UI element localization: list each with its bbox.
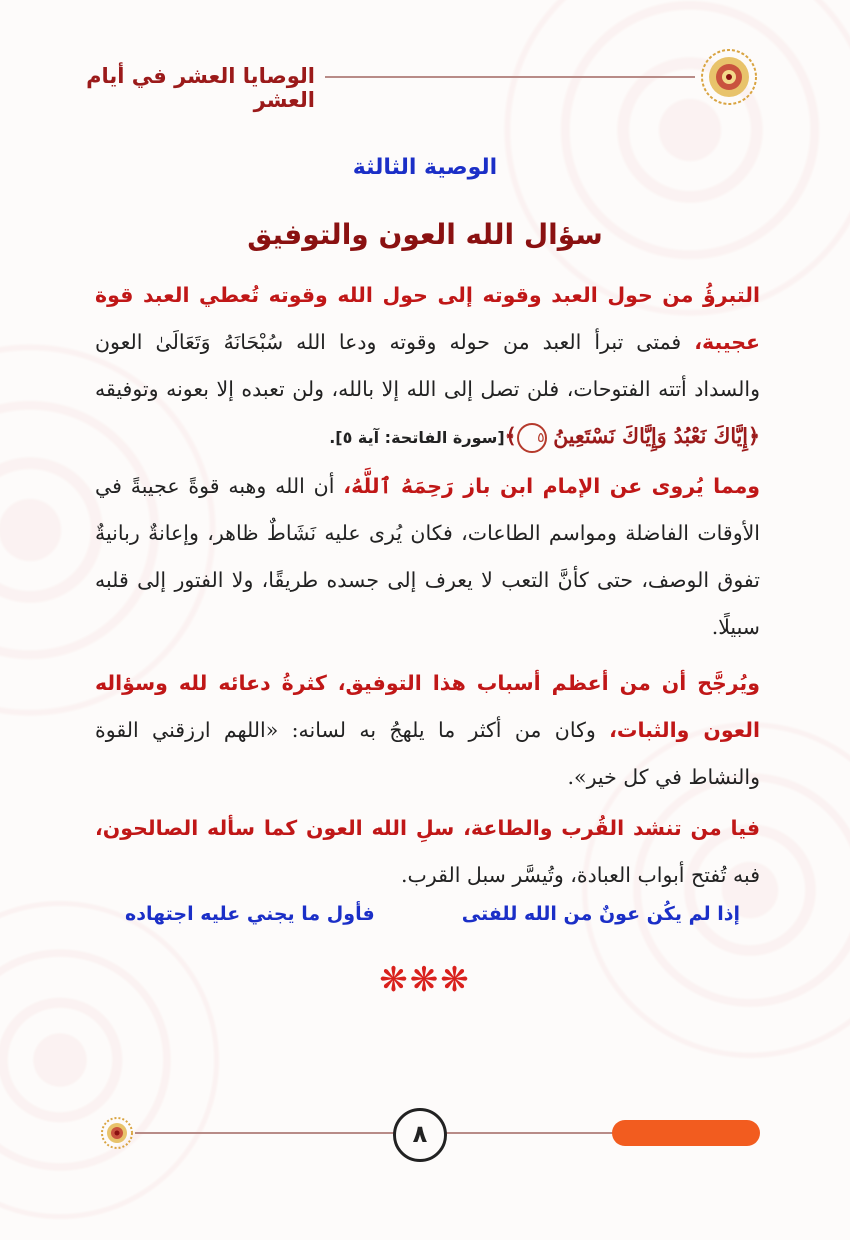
paragraph-lead: فيا من تنشد القُرب والطاعة، سلِ الله العون كما سأله الصالحون، [95,816,760,840]
footer-rule [135,1132,615,1134]
verse-first-hemistich: إذا لم يكُن عونٌ من الله للفتى [461,903,740,925]
paragraph-4 [95,805,760,899]
paragraph-lead: التبرؤُ من حول العبد وقوته إلى حول الله وقوته تُعطي العبد قوة عجيبة، [95,283,760,354]
running-header-title: الوصايا العشر في أيام العشر [86,64,315,112]
section-title: سؤال الله العون والتوفيق [247,218,603,251]
paragraph-body: فمتى تبرأ العبد من حوله وقوته ودعا الله سُبْحَانَهُ وَتَعَالَىٰ العون والسداد أتته الفتوحات، فلن تصل إلى الله إلا بالله، ولن تعبده إلا بعونه وتوفيقه [95,330,760,401]
quran-quote: ﴿إِيَّاكَ نَعْبُدُ وَإِيَّاكَ نَسْتَعِينُ [553,424,760,448]
ayah-number-badge: ٥ [517,423,547,453]
page-number: ٨ [393,1108,447,1162]
header-rule [325,76,695,78]
poetry-verse [100,903,750,943]
paragraph-lead: ومما يُروى عن الإمام ابن باز رَحِمَهُ ٱللَّهُ، [343,474,761,498]
header-medallion-icon [700,48,758,106]
paragraph-body: فبه تُفتح أبواب العبادة، وتُيسَّر سبل القرب. [400,863,760,887]
paragraph-lead: ويُرجَّح أن من أعظم أسباب هذا التوفيق، كثرةُ دعائه لله وسؤاله العون والثبات، [95,671,761,742]
verse-second-hemistich: فأول ما يجني عليه اجتهاده [125,903,375,925]
section-separator: ❋❋❋ [379,960,471,1000]
paragraph-body: أن الله وهبه قوةً عجيبةً في الأوقات الفاضلة ومواسم الطاعات، فكان يُرى عليه نَشَاطٌ ظاهر، وإعانةٌ ربانيةٌ تفوق الوصف، حتى كأنَّ التعب لا يعرف إلى جسده طريقًا، ولا الفتور إلى قلبه سبيلًا. [95,474,760,639]
paragraph-body: وكان من أكثر ما يلهجُ به لسانه: «اللهم ارزقني القوة والنشاط في كل خير». [95,718,760,789]
paragraph-1 [95,272,760,461]
footer-accent-bar [612,1120,760,1146]
paragraph-3 [95,660,760,801]
quran-close-bracket: ﴾ [504,424,517,448]
footer-medallion-icon [100,1116,134,1150]
quran-source-reference: [سورة الفاتحة: آية ٥]. [329,428,505,447]
paragraph-2 [95,463,760,651]
chapter-title: الوصية الثالثة [352,155,498,180]
